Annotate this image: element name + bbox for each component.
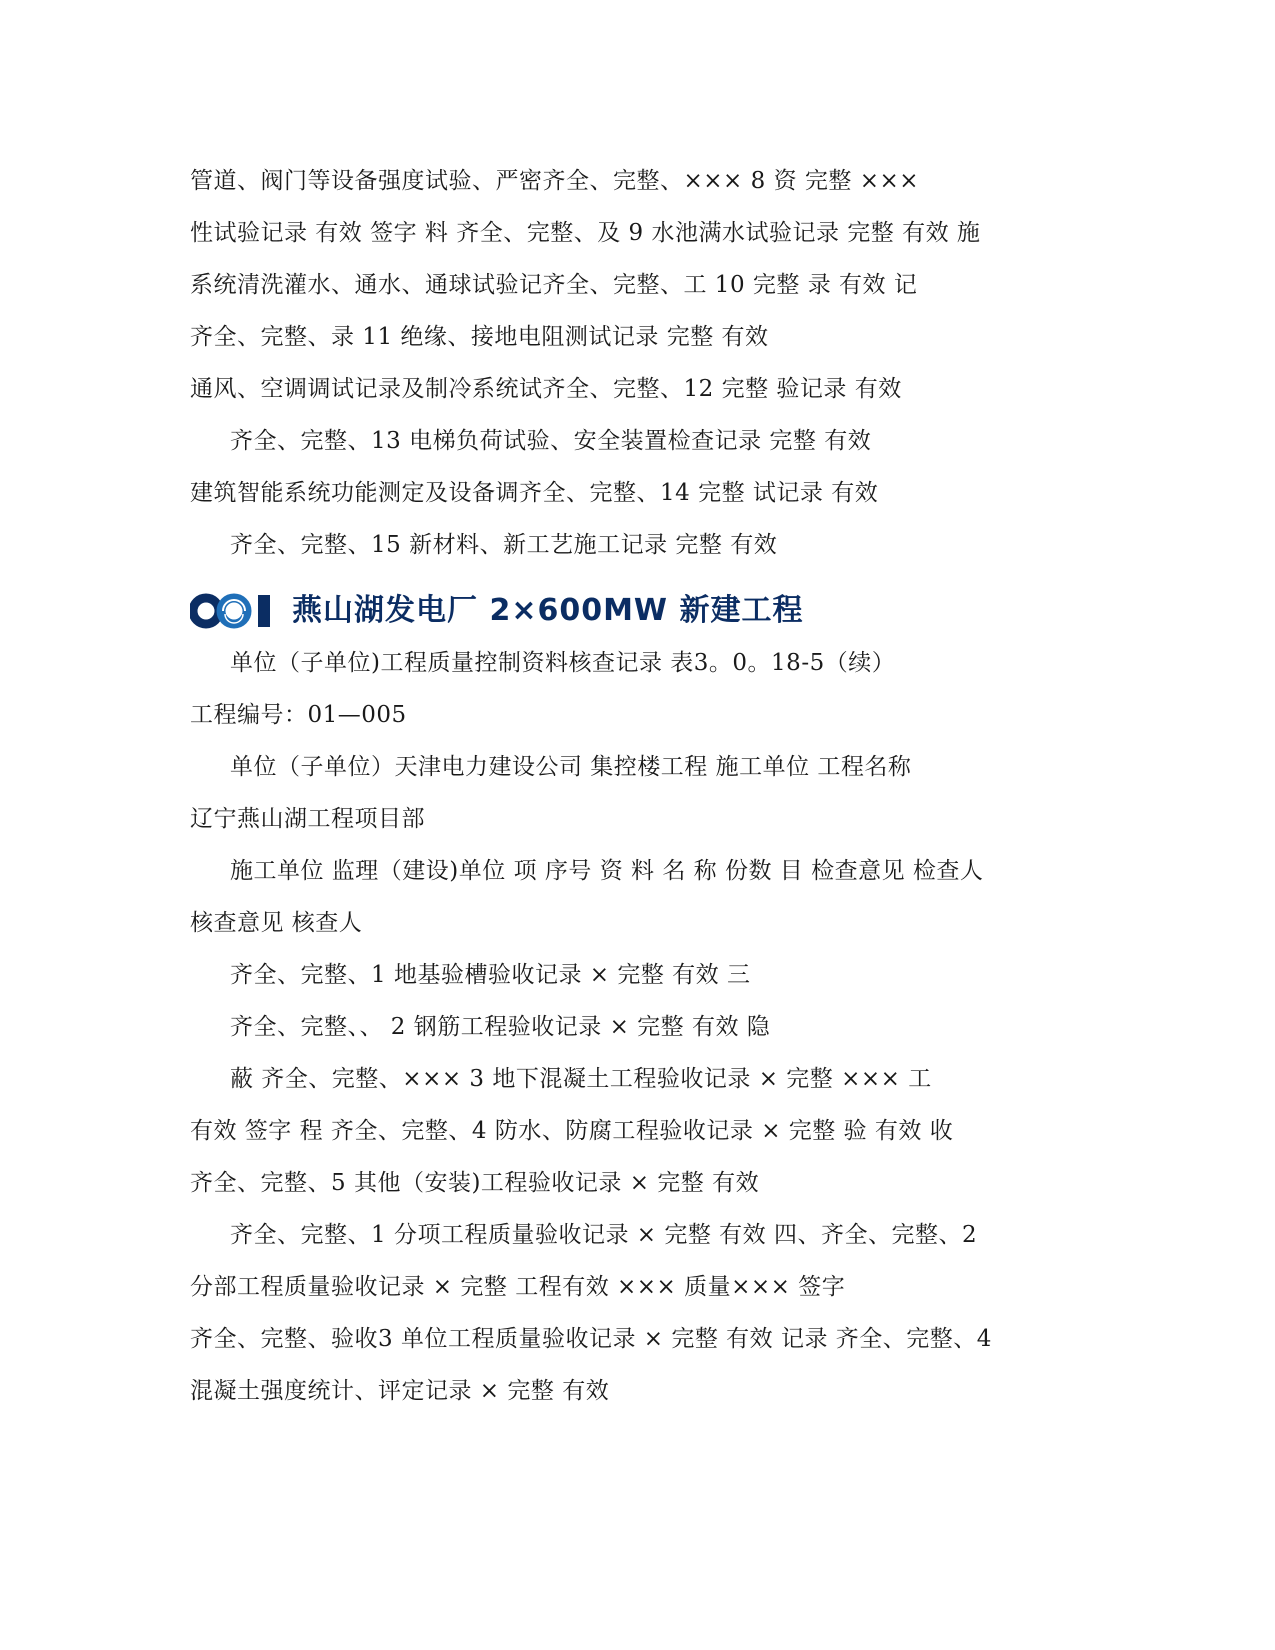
table-header-line: 施工单位 监理（建设)单位 项 序号 资 料 名 称 份数 目 检查意见 检查人 (230, 858, 984, 884)
text-line: 通风、空调调试记录及制冷系统试齐全、完整、12 完整 验记录 有效 (190, 376, 902, 402)
text-line: 单位（子单位）天津电力建设公司 集控楼工程 施工单位 工程名称 (230, 754, 912, 780)
form-title: 单位（子单位)工程质量控制资料核查记录 表3。0。18-5（续） (230, 650, 896, 676)
text-line: 齐全、完整、5 其他（安装)工程验收记录 × 完整 有效 (190, 1170, 760, 1196)
text-line: 混凝土强度统计、评定记录 × 完整 有效 (190, 1378, 610, 1404)
text-line: 辽宁燕山湖工程项目部 (190, 806, 425, 832)
text-line: 齐全、完整、15 新材料、新工艺施工记录 完整 有效 (230, 532, 778, 558)
text-line: 齐全、完整、13 电梯负荷试验、安全装置检查记录 完整 有效 (230, 428, 872, 454)
text-line: 齐全、完整、录 11 绝缘、接地电阻测试记录 完整 有效 (190, 324, 769, 350)
project-banner (190, 588, 810, 634)
text-line: 有效 签字 程 齐全、完整、4 防水、防腐工程验收记录 × 完整 验 有效 收 (190, 1118, 954, 1144)
text-line: 蔽 齐全、完整、××× 3 地下混凝土工程验收记录 × 完整 ××× 工 (230, 1066, 932, 1092)
company-logo-icon (190, 590, 284, 632)
text-line: 管道、阀门等设备强度试验、严密齐全、完整、××× 8 资 完整 ××× (190, 168, 920, 194)
text-line: 分部工程质量验收记录 × 完整 工程有效 ××× 质量××× 签字 (190, 1274, 846, 1300)
text-line: 齐全、完整、、 2 钢筋工程验收记录 × 完整 有效 隐 (230, 1014, 771, 1040)
text-line: 齐全、完整、1 地基验槽验收记录 × 完整 有效 三 (230, 962, 751, 988)
text-line: 建筑智能系统功能测定及设备调齐全、完整、14 完整 试记录 有效 (190, 480, 879, 506)
project-number: 工程编号：01—005 (190, 702, 407, 728)
text-line: 性试验记录 有效 签字 料 齐全、完整、及 9 水池满水试验记录 完整 有效 施 (190, 220, 981, 246)
banner-title: 燕山湖发电厂 2×600MW 新建工程 (292, 593, 804, 628)
text-line: 系统清洗灌水、通水、通球试验记齐全、完整、工 10 完整 录 有效 记 (190, 272, 918, 298)
table-header-line: 核查意见 核查人 (190, 910, 363, 936)
text-line: 齐全、完整、验收3 单位工程质量验收记录 × 完整 有效 记录 齐全、完整、4 (190, 1326, 992, 1352)
text-line: 齐全、完整、1 分项工程质量验收记录 × 完整 有效 四、齐全、完整、2 (230, 1222, 978, 1248)
